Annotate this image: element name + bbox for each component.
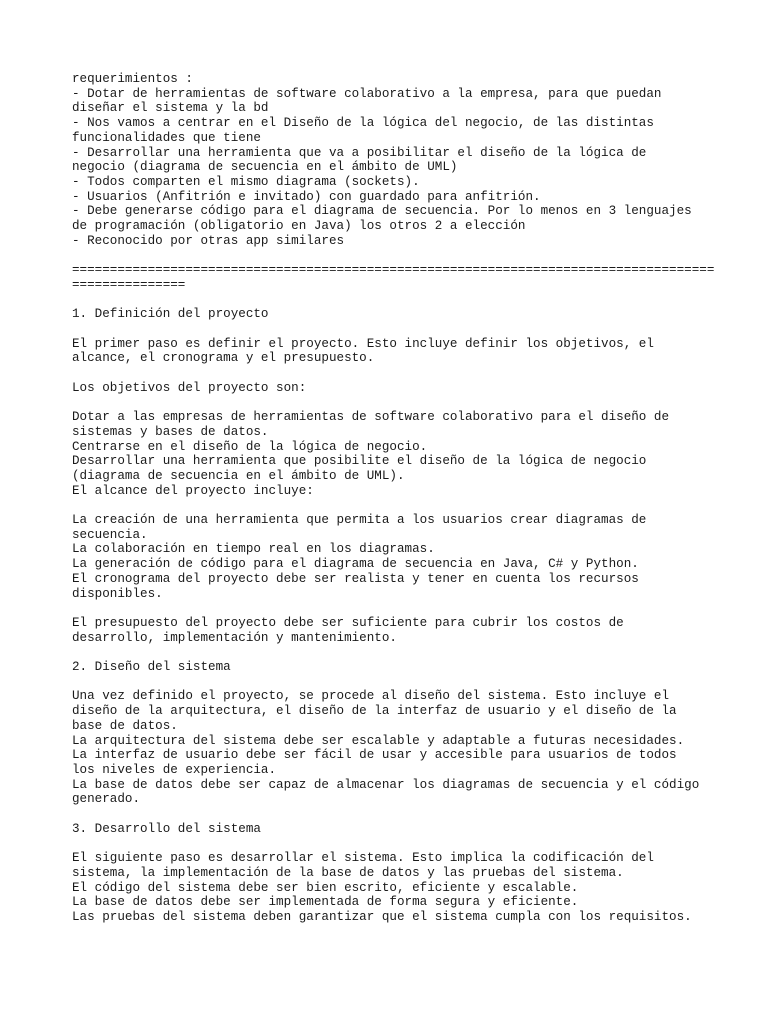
text-line: - Usuarios (Anfitrión e invitado) con guardado para anfitrión. (72, 189, 541, 204)
text-line: 3. Desarrollo del sistema (72, 821, 261, 836)
blank-line (72, 836, 712, 851)
text-line: ===================================================================================== (72, 263, 715, 278)
text-line: diseñar el sistema y la bd (72, 101, 269, 116)
text-line: Desarrollar una herramienta que posibilite el diseño de la lógica de negocio (72, 454, 647, 469)
text-line: - Todos comparten el mismo diagrama (sockets). (72, 174, 420, 189)
text-line: - Nos vamos a centrar en el Diseño de la lógica del negocio, de las distintas (72, 116, 654, 131)
blank-line (72, 366, 712, 381)
text-line: sistemas y bases de datos. (72, 424, 269, 439)
text-line: El cronograma del proyecto debe ser realista y tener en cuenta los recursos (72, 571, 639, 586)
text-line: funcionalidades que tiene (72, 130, 261, 145)
text-line: alcance, el cronograma y el presupuesto. (72, 351, 375, 366)
text-line: El presupuesto del proyecto debe ser suficiente para cubrir los costos de (72, 615, 624, 630)
blank-line (72, 293, 712, 308)
text-line: La generación de código para el diagrama de secuencia en Java, C# y Python. (72, 557, 639, 572)
text-line: 2. Diseño del sistema (72, 660, 231, 674)
text-line: de programación (obligatorio en Java) los otros 2 a elección (72, 219, 526, 234)
text-line: Dotar a las empresas de herramientas de software colaborativo para el diseño de (72, 410, 670, 425)
text-line: Las pruebas del sistema deben garantizar que el sistema cumpla con los requisitos. (72, 909, 692, 924)
text-line: El código del sistema debe ser bien escrito, eficiente y escalable. (72, 880, 579, 895)
text-line: secuencia. (72, 527, 148, 542)
blank-line (72, 498, 712, 513)
blank-line (72, 322, 712, 337)
text-line: Los objetivos del proyecto son: (72, 380, 307, 395)
blank-line (72, 645, 712, 660)
blank-line (72, 395, 712, 410)
blank-line (72, 807, 712, 822)
text-line: sistema, la implementación de la base de datos y las pruebas del sistema. (72, 865, 624, 880)
text-line: La base de datos debe ser implementada de forma segura y eficiente. (72, 895, 579, 910)
text-line: base de datos. (72, 718, 178, 733)
blank-line (72, 675, 712, 690)
text-line: - Dotar de herramientas de software colaborativo a la empresa, para que puedan (72, 86, 662, 101)
text-line: diseño de la arquitectura, el diseño de la interfaz de usuario y el diseño de la (72, 704, 677, 719)
text-line: - Debe generarse código para el diagrama de secuencia. Por lo menos en 3 lenguajes (72, 204, 692, 219)
text-line: generado. (72, 792, 141, 807)
text-line: negocio (diagrama de secuencia en el ámbito de UML) (72, 160, 458, 175)
text-line: La arquitectura del sistema debe ser escalable y adaptable a futuras necesidades. (72, 733, 685, 748)
text-line: los niveles de experiencia. (72, 762, 277, 777)
blank-line (72, 601, 712, 616)
text-line: requerimientos : (72, 72, 193, 86)
text-line: La colaboración en tiempo real en los diagramas. (72, 542, 435, 557)
text-line: =============== (72, 277, 186, 292)
text-line: La interfaz de usuario debe ser fácil de usar y accesible para usuarios de todos (72, 748, 677, 763)
text-line: La creación de una herramienta que permita a los usuarios crear diagramas de (72, 513, 647, 527)
text-line: Centrarse en el diseño de la lógica de negocio. (72, 439, 428, 454)
text-line: - Desarrollar una herramienta que va a posibilitar el diseño de la lógica de (72, 145, 647, 160)
text-line: El primer paso es definir el proyecto. Esto incluye definir los objetivos, el (72, 336, 654, 351)
blank-line (72, 248, 712, 263)
text-line: disponibles. (72, 586, 163, 601)
text-line: desarrollo, implementación y mantenimiento. (72, 630, 397, 645)
text-line: (diagrama de secuencia en el ámbito de UML). (72, 468, 405, 483)
text-line: Una vez definido el proyecto, se procede al diseño del sistema. Esto incluye el (72, 689, 670, 704)
text-line: El siguiente paso es desarrollar el sistema. Esto implica la codificación del (72, 851, 654, 866)
text-line: El alcance del proyecto incluye: (72, 483, 314, 498)
text-line: - Reconocido por otras app similares (72, 233, 345, 248)
document-page (72, 72, 715, 925)
text-line: La base de datos debe ser capaz de almacenar los diagramas de secuencia y el código (72, 777, 700, 792)
text-line: 1. Definición del proyecto (72, 307, 269, 322)
